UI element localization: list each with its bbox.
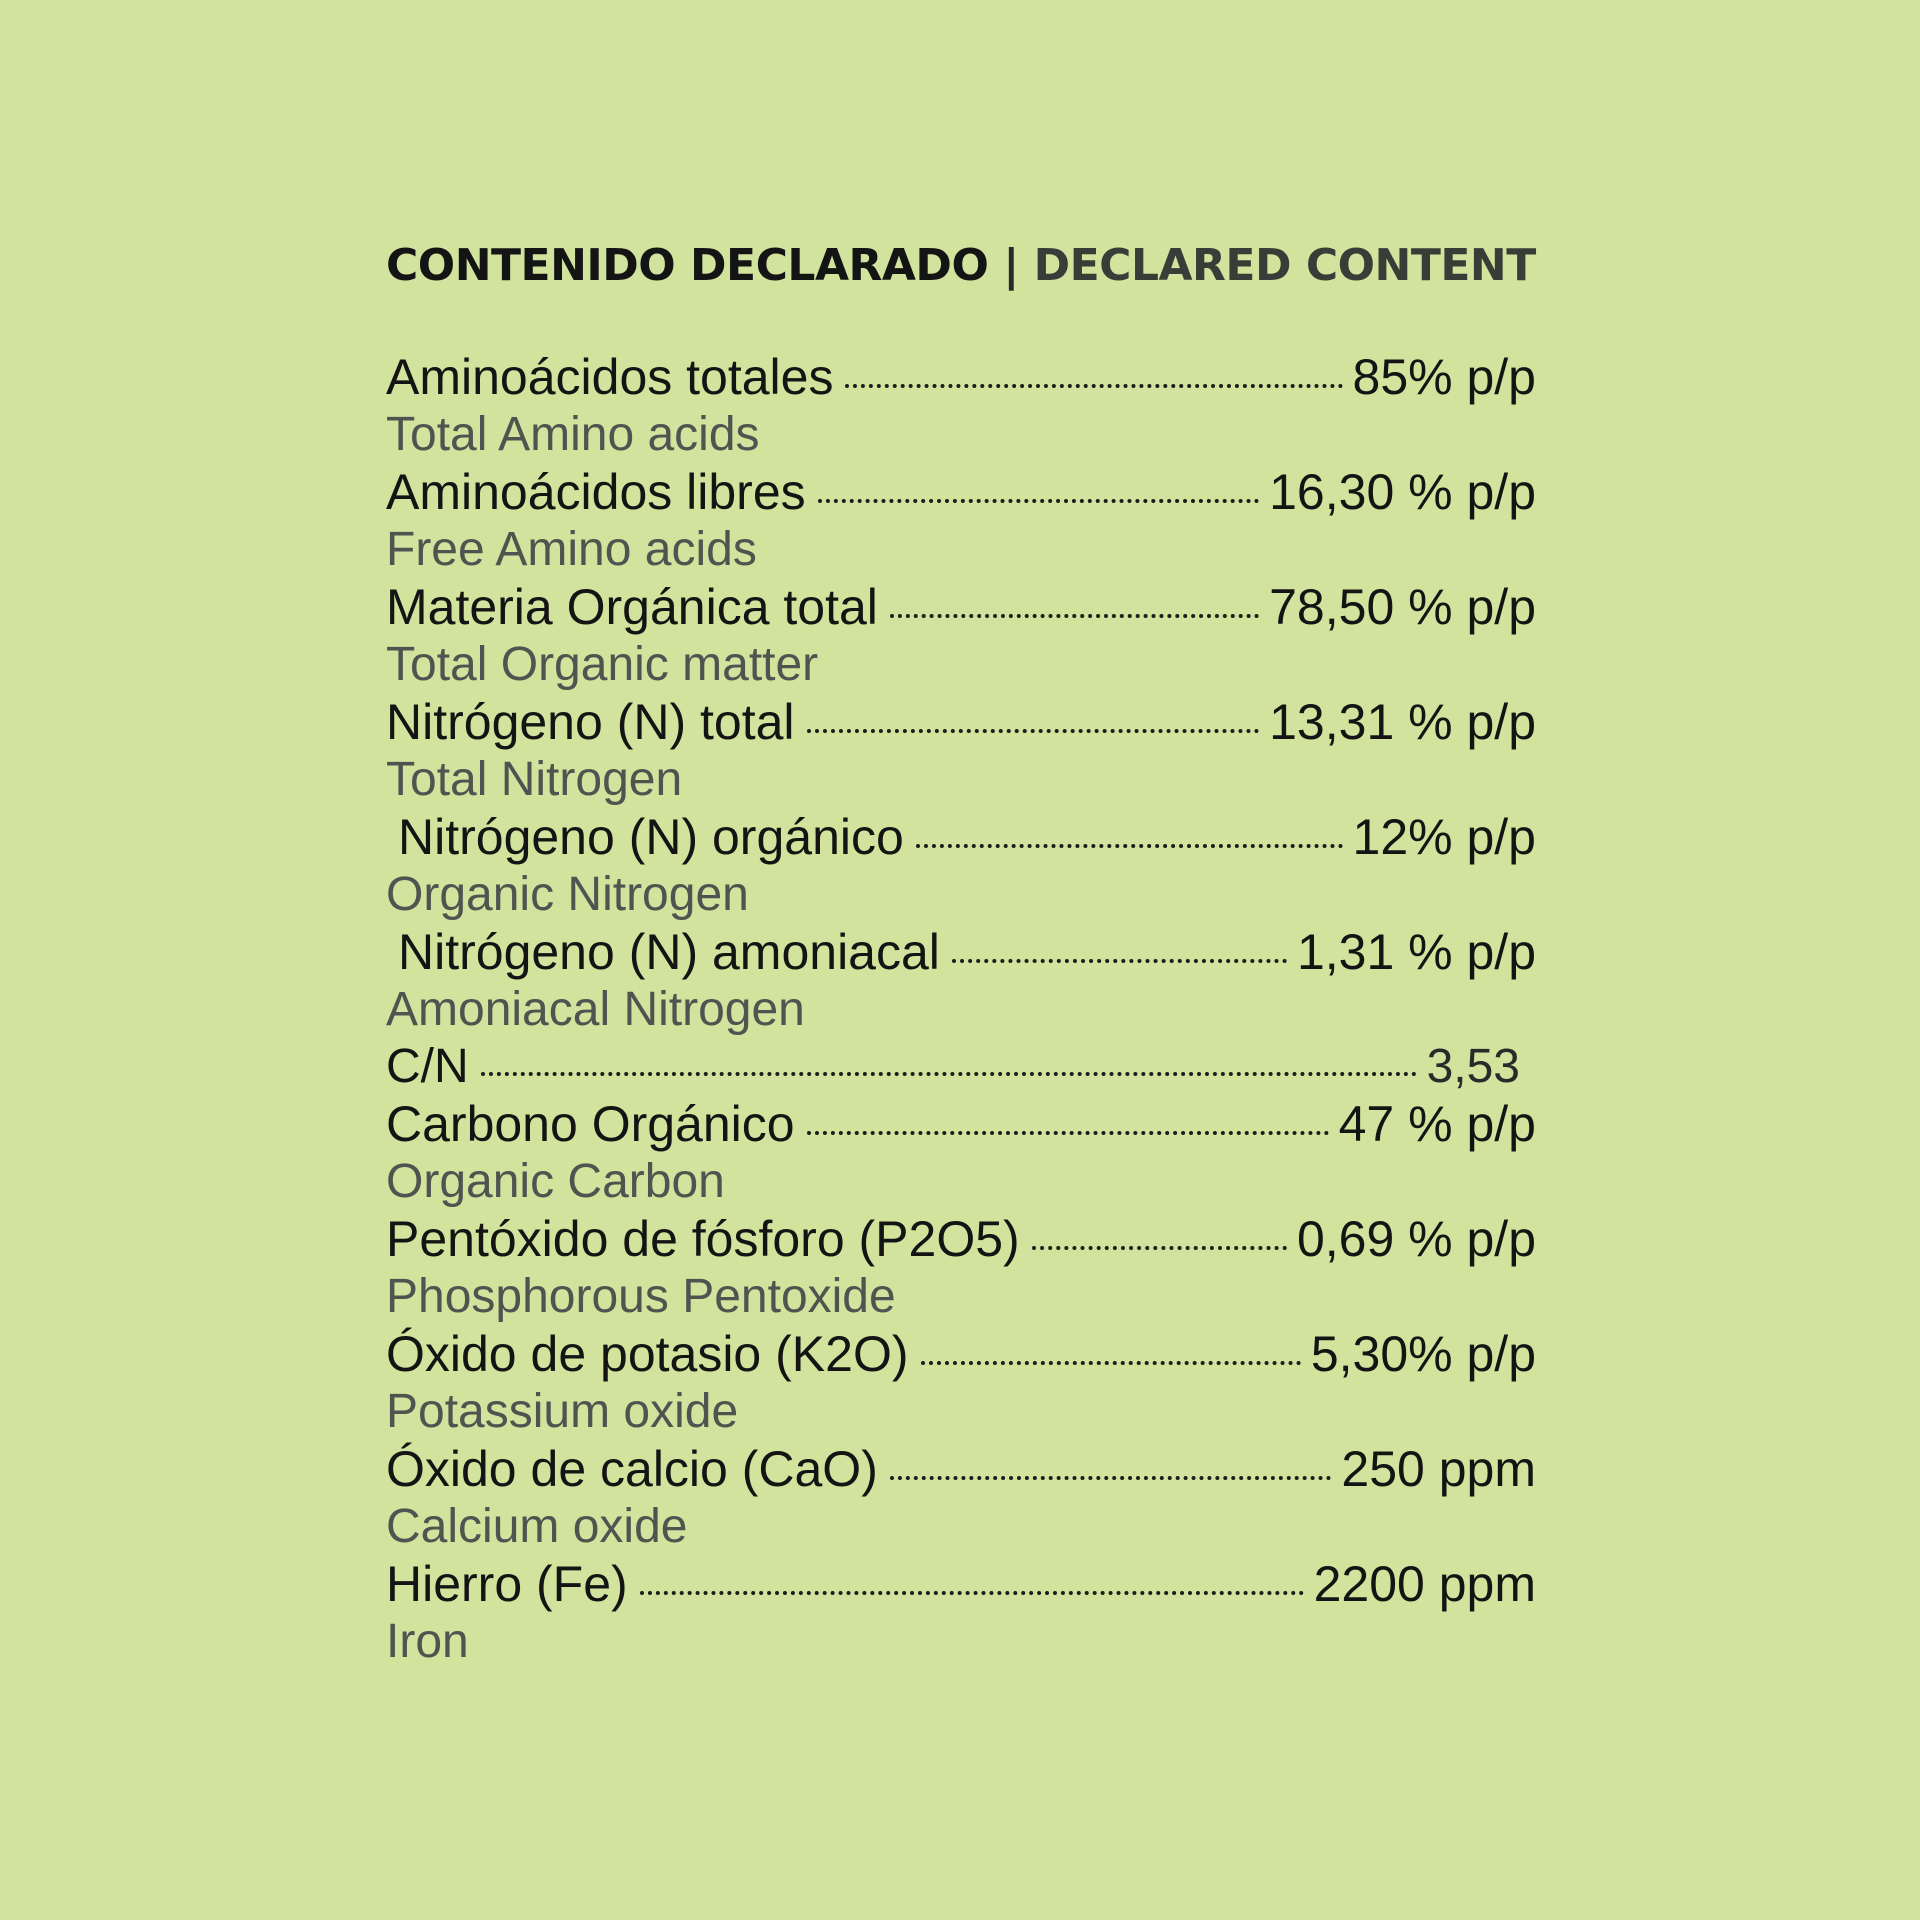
item-label-es: Nitrógeno (N) orgánico: [398, 809, 904, 865]
list-item-c-n-ratio: [386, 1038, 1536, 1095]
item-value: 12% p/p: [1352, 809, 1536, 865]
item-label-en: Iron: [386, 1615, 469, 1668]
item-value: 47 % p/p: [1338, 1096, 1536, 1152]
dot-leader: [845, 384, 1342, 388]
item-label-en: Potassium oxide: [386, 1385, 739, 1438]
list-item-amoniacal-nitrogen: [386, 923, 1536, 1038]
dot-leader: [481, 1072, 1417, 1076]
item-label-en: Phosphorous Pentoxide: [386, 1270, 896, 1323]
page-title: [386, 234, 1536, 298]
item-label-en: Organic Nitrogen: [386, 868, 749, 921]
dot-leader: [640, 1591, 1304, 1595]
item-label-en: Total Amino acids: [386, 408, 760, 461]
item-value: 85% p/p: [1352, 349, 1536, 405]
item-label-es: Nitrógeno (N) total: [386, 694, 795, 750]
list-item-total-nitrogen: [386, 693, 1536, 808]
list-item-total-amino-acids: [386, 348, 1536, 463]
dot-leader: [890, 614, 1259, 618]
item-label-es: C/N: [386, 1040, 469, 1093]
item-value: 16,30 % p/p: [1269, 464, 1536, 520]
item-label-es: Aminoácidos totales: [386, 349, 834, 405]
item-value: 2200 ppm: [1313, 1556, 1536, 1612]
dot-leader: [818, 499, 1259, 503]
item-label-es: Nitrógeno (N) amoniacal: [398, 924, 940, 980]
item-value: 3,53: [1426, 1040, 1520, 1093]
dot-leader: [952, 959, 1287, 963]
item-label-en: Calcium oxide: [386, 1500, 688, 1553]
title-separator: |: [1003, 240, 1019, 291]
item-label-en: Free Amino acids: [386, 523, 757, 576]
item-value: 0,69 % p/p: [1296, 1211, 1536, 1267]
content-list: [386, 348, 1536, 1670]
list-item-free-amino-acids: [386, 463, 1536, 578]
list-item-iron: [386, 1555, 1536, 1670]
dot-leader: [916, 844, 1343, 848]
declared-content-panel: [386, 234, 1536, 1670]
item-label-en: Total Organic matter: [386, 638, 819, 691]
item-label-en: Amoniacal Nitrogen: [386, 983, 805, 1036]
item-value: 78,50 % p/p: [1269, 579, 1536, 635]
list-item-calcium-oxide: [386, 1440, 1536, 1555]
list-item-potassium-oxide: [386, 1325, 1536, 1440]
dot-leader: [890, 1476, 1332, 1480]
item-label-en: Organic Carbon: [386, 1155, 725, 1208]
item-label-es: Óxido de potasio (K2O): [386, 1326, 909, 1382]
item-label-es: Carbono Orgánico: [386, 1096, 795, 1152]
title-spanish: CONTENIDO DECLARADO: [386, 240, 989, 291]
list-item-total-organic-matter: [386, 578, 1536, 693]
dot-leader: [807, 1131, 1329, 1135]
dot-leader: [921, 1361, 1301, 1365]
item-value: 5,30% p/p: [1310, 1326, 1536, 1382]
item-label-es: Óxido de calcio (CaO): [386, 1441, 878, 1497]
item-value: 250 ppm: [1341, 1441, 1536, 1497]
list-item-organic-carbon: [386, 1095, 1536, 1210]
item-label-es: Hierro (Fe): [386, 1556, 628, 1612]
item-label-es: Aminoácidos libres: [386, 464, 806, 520]
item-value: 13,31 % p/p: [1269, 694, 1536, 750]
item-label-en: Total Nitrogen: [386, 753, 683, 806]
dot-leader: [1032, 1246, 1287, 1250]
list-item-phosphorous-pentoxide: [386, 1210, 1536, 1325]
title-english: DECLARED CONTENT: [1033, 240, 1536, 291]
item-label-es: Materia Orgánica total: [386, 579, 878, 635]
item-label-es: Pentóxido de fósforo (P2O5): [386, 1211, 1020, 1267]
list-item-organic-nitrogen: [386, 808, 1536, 923]
dot-leader: [807, 729, 1260, 733]
item-value: 1,31 % p/p: [1296, 924, 1536, 980]
